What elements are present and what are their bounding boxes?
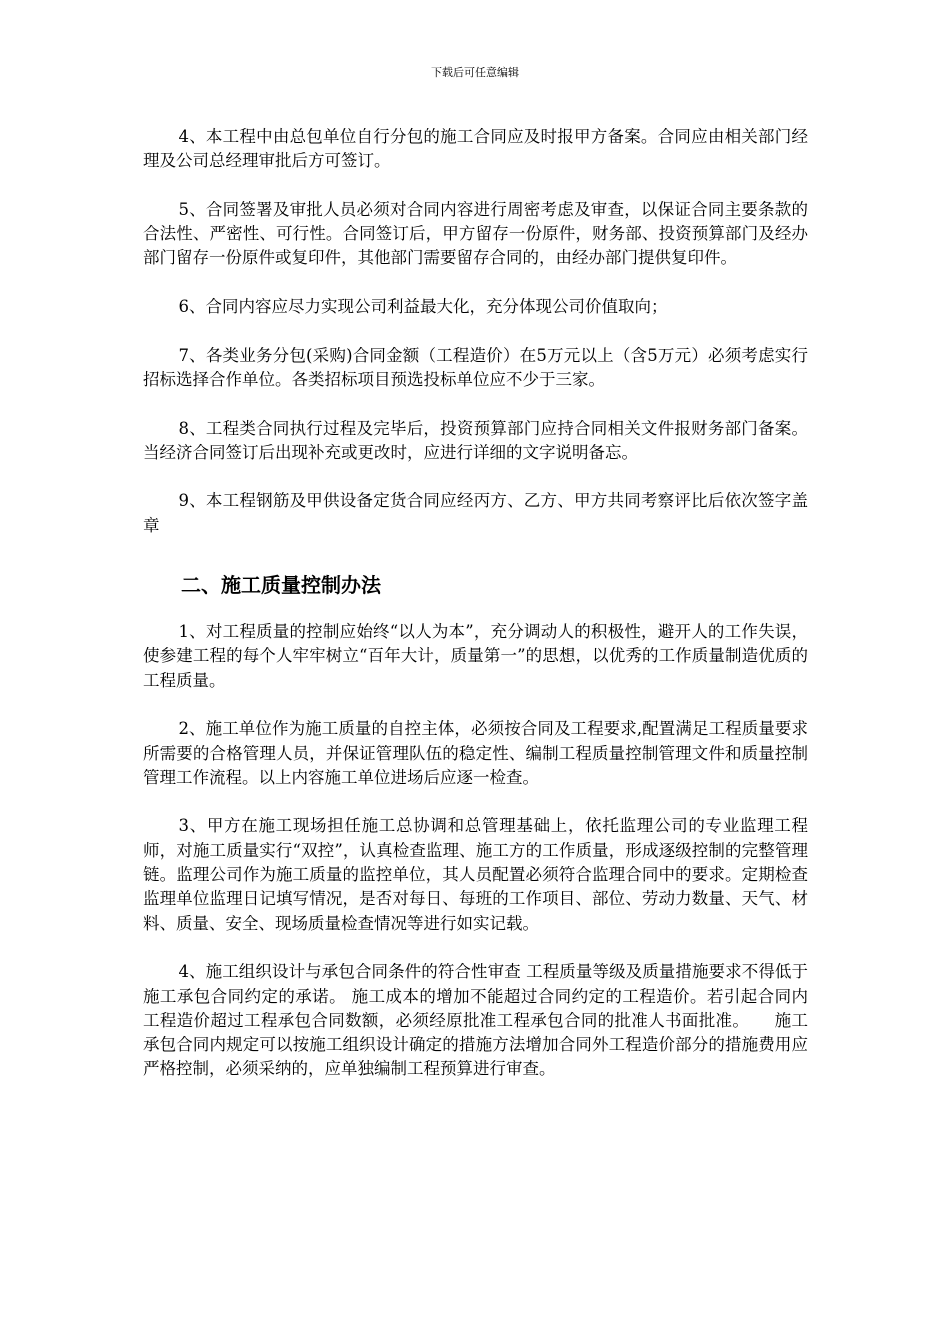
paragraph-quality-3: 3、甲方在施工现场担任施工总协调和总管理基础上，依托监理公司的专业监理工程师，对施工质量实行“双控”，认真检查监理、施工方的工作质量，形成逐级控制的完整管理链。监理公司作为施工质量的监控单位，其人员配置必须符合监理合同中的要求。定期检查监理单位监理日记填写情况，是否对每日、每班的工作项目、部位、劳动力数量、天气、材料、质量、安全、现场质量检查情况等进行如实记载。 bbox=[143, 816, 808, 933]
paragraph-contract-4: 4、本工程中由总包单位自行分包的施工合同应及时报甲方备案。合同应由相关部门经理及公司总经理审批后方可签订。 bbox=[143, 127, 808, 171]
paragraph-contract-5: 5、合同签署及审批人员必须对合同内容进行周密考虑及审查，以保证合同主要条款的合法性、严密性、可行性。合同签订后，甲方留存一份原件，财务部、投资预算部门及经办部门留存一份原件或复印件，其他部门需要留存合同的，由经办部门提供复印件。 bbox=[143, 199, 808, 268]
paragraph-quality-1: 1、对工程质量的控制应始终“以人为本”，充分调动人的积极性，避开人的工作失误，使参建工程的每个人牢牢树立“百年大计，质量第一”的思想，以优秀的工作质量制造优质的工程质量。 bbox=[143, 622, 808, 690]
paragraph-quality-2: 2、施工单位作为施工质量的自控主体，必须按合同及工程要求,配置满足工程质量要求所需要的合格管理人员，并保证管理队伍的稳定性、编制工程质量控制管理文件和质量控制管理工作流程。以上内容施工单位进场后应逐一检查。 bbox=[143, 719, 808, 787]
paragraph-contract-7: 7、各类业务分包(采购)合同金额（工程造价）在5万元以上（含5万元）必须考虑实行招标选择合作单位。各类招标项目预选投标单位应不少于三家。 bbox=[143, 345, 808, 389]
page-header-note: 下载后可任意编辑 bbox=[431, 66, 519, 79]
paragraph-contract-6: 6、合同内容应尽力实现公司利益最大化，充分体现公司价值取向； bbox=[178, 297, 668, 317]
paragraph-contract-8: 8、工程类合同执行过程及完毕后，投资预算部门应持合同相关文件报财务部门备案。当经济合同签订后出现补充或更改时，应进行详细的文字说明备忘。 bbox=[143, 418, 808, 462]
paragraph-contract-9: 9、本工程钢筋及甲供设备定货合同应经丙方、乙方、甲方共同考察评比后依次签字盖章 bbox=[143, 491, 808, 535]
paragraph-quality-4: 4、施工组织设计与承包合同条件的符合性审查 工程质量等级及质量措施要求不得低于施工承包合同约定的承诺。 施工成本的增加不能超过合同约定的工程造价。若引起合同内工程造价超过工程承包合同数额，必须经原批准工程承包合同的批准人书面批准。 施工承包合同内规定可以按施工组织设计确定的措施方法增加合同外工程造价部分的措施费用应严格控制，必须采纳的，应单独编制工程预算进行审查。 bbox=[143, 962, 808, 1079]
section-heading-quality-control: 二、施工质量控制办法 bbox=[181, 573, 381, 598]
document-body bbox=[143, 125, 808, 1106]
